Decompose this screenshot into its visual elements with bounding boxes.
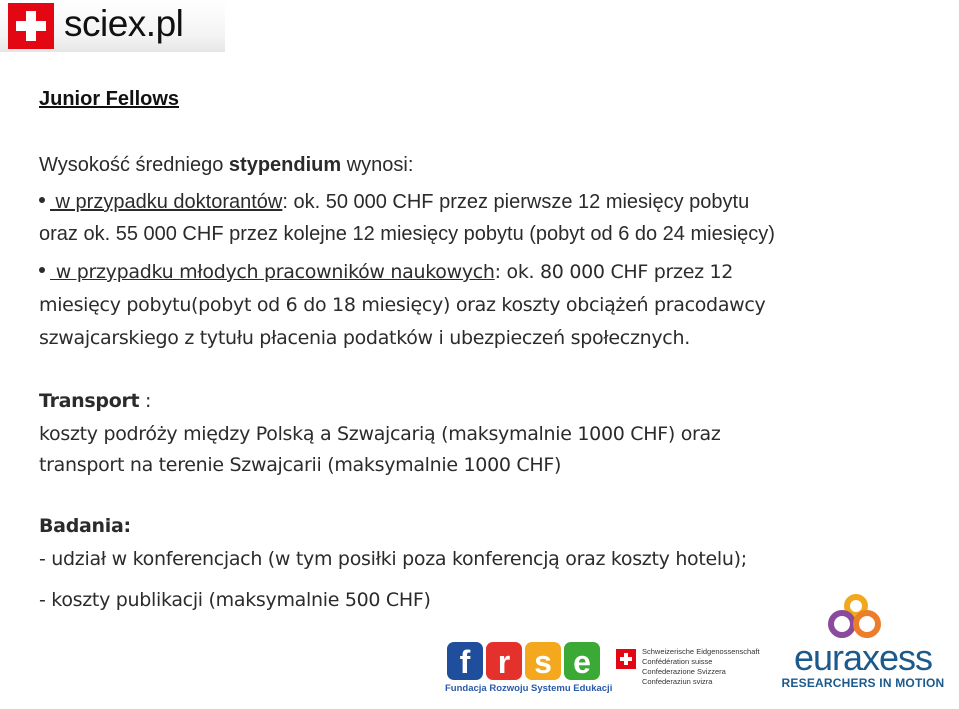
intro-bold: stypendium [228, 154, 342, 176]
euraxess-mark [778, 584, 948, 676]
swiss-line-rm: Confederaziun svizra [642, 677, 713, 686]
transport-line-2: transport na terenie Szwajcarii (maksymalnie 1000 CHF) [39, 454, 562, 476]
swiss-confederation-logo [616, 645, 768, 695]
badania-item-conferences: - udział w konferencjach (w tym posiłki poza konferencją oraz koszty hotelu); [39, 548, 747, 570]
swiss-line-fr: Confédération suisse [642, 657, 713, 666]
euraxess-word: euraxess [793, 637, 933, 676]
transport-heading [39, 390, 151, 412]
header-logo [0, 0, 225, 52]
swiss-confederation-text [642, 647, 760, 687]
euraxess-ring-left [831, 613, 853, 635]
swiss-line-it: Confederazione Svizzera [642, 667, 726, 676]
euraxess-tagline: RESEARCHERS IN MOTION [781, 676, 945, 690]
bullet-doctoral-label: w przypadku doktorantów [50, 191, 283, 213]
transport-title: Transport [39, 390, 140, 412]
logo-text: sciex.pl [64, 3, 184, 44]
frse-letter-r: r [497, 644, 511, 680]
badania-item-publications: - koszty publikacji (maksymalnie 500 CHF) [39, 589, 431, 611]
euraxess-logo [778, 584, 948, 699]
frse-letters-graphic [445, 640, 605, 684]
bullet-researchers-line-3: szwajcarskiego z tytułu płacenia podatków i ubezpieczeń społecznych. [39, 327, 690, 349]
bullet-researchers-amount: : ok. 80 000 CHF przez 12 [494, 261, 734, 283]
intro-text [39, 154, 413, 177]
bullet-researchers-line-1 [39, 261, 733, 283]
bullet-researchers-label: w przypadku młodych pracowników naukowych [50, 261, 495, 283]
badania-title: Badania: [39, 515, 131, 537]
transport-line-1: koszty podróży między Polską a Szwajcarią (maksymalnie 1000 CHF) oraz [39, 423, 721, 445]
bullet-icon [39, 267, 45, 273]
bullet-researchers-line-2: miesięcy pobytu(pobyt od 6 do 18 miesięcy) oraz koszty obciążeń pracodawcy [39, 294, 766, 316]
frse-letter-e: e [573, 644, 591, 680]
bullet-doctoral-line-2: oraz ok. 55 000 CHF przez kolejne 12 miesięcy pobytu (pobyt od 6 do 24 miesięcy) [39, 223, 775, 245]
transport-colon: : [139, 390, 152, 412]
frse-letter-f: f [459, 644, 471, 680]
bullet-doctoral-line-1 [39, 191, 749, 214]
swiss-flag-icon [616, 649, 636, 669]
frse-caption: Fundacja Rozwoju Systemu Edukacji [445, 683, 613, 694]
swiss-cross-icon [8, 3, 54, 49]
swiss-line-de: Schweizerische Eidgenossenschaft [642, 647, 760, 656]
intro-prefix: Wysokość średniego [39, 154, 229, 176]
euraxess-ring-right [856, 613, 878, 635]
intro-suffix: wynosi: [341, 154, 414, 176]
bullet-icon [39, 197, 45, 203]
bullet-doctoral-amount: : ok. 50 000 CHF przez pierwsze 12 miesięcy pobytu [282, 191, 750, 213]
section-title: Junior Fellows [39, 88, 180, 110]
frse-letter-s: s [534, 644, 552, 680]
frse-logo [445, 640, 613, 700]
